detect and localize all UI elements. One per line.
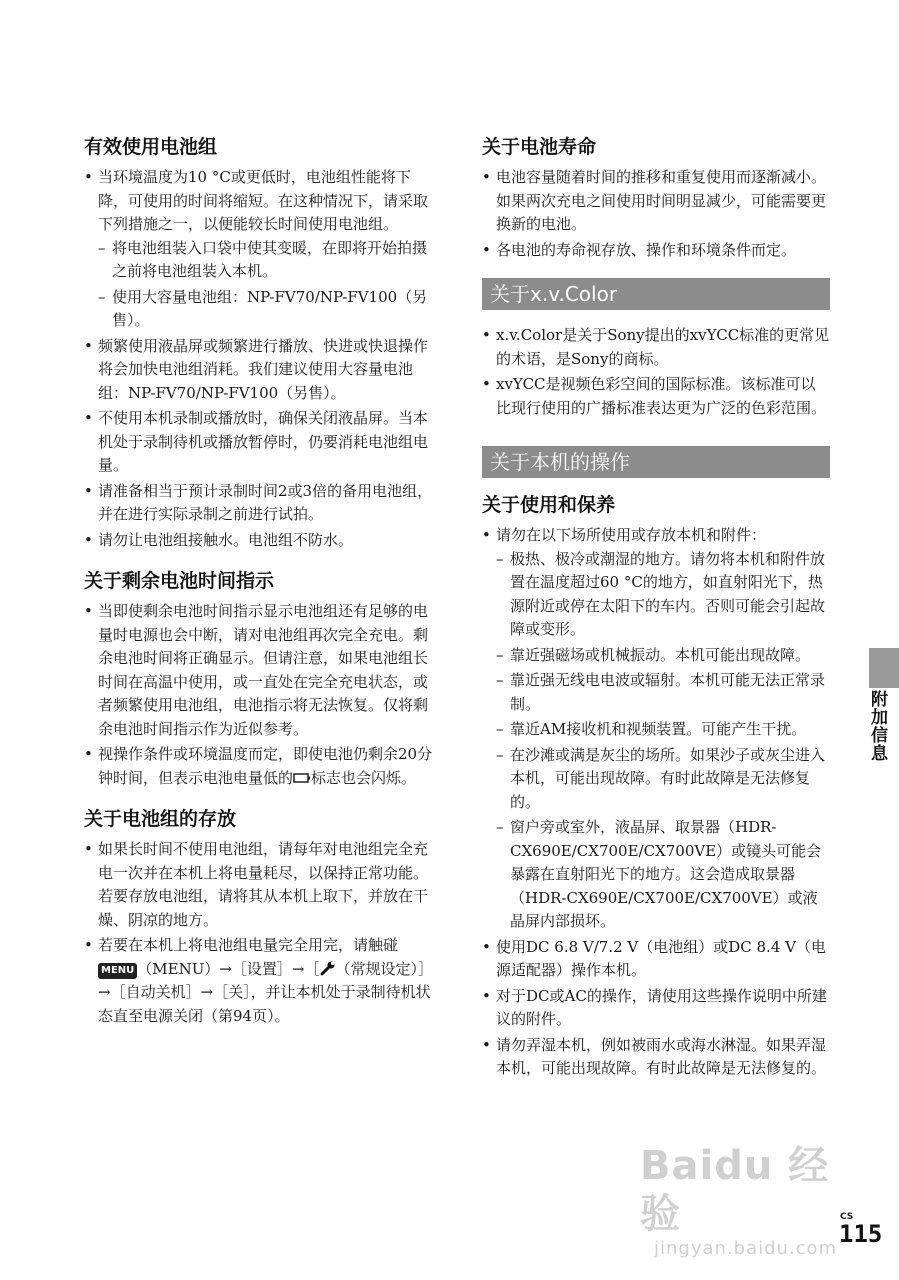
left-column xyxy=(84,134,434,1044)
list-item: • x.v.Color是关于Sony提出的xvYCC标准的更常见的术语，是Sony的商标。 xyxy=(482,324,830,371)
page-number: 115 xyxy=(839,1220,883,1248)
section-remaining-battery xyxy=(84,568,434,790)
watermark-url: jingyan.baidu.com xyxy=(654,1238,838,1259)
section-bar-operation: 关于本机的操作 xyxy=(482,446,830,478)
section-bar-xvcolor: 关于x.v.Color xyxy=(482,278,830,310)
bullet-list xyxy=(84,838,434,1028)
section-heading: 有效使用电池组 xyxy=(84,136,218,158)
list-item: • 请勿让电池组接触水。电池组不防水。 xyxy=(84,529,434,553)
menu-button-icon: MENU xyxy=(98,963,137,979)
side-tab-label: 附加信息 xyxy=(867,690,887,762)
section-heading: 关于使用和保养 xyxy=(482,494,616,516)
section-battery-storage xyxy=(84,806,434,1028)
sub-list-item: – 靠近AM接收机和视频装置。可能产生干扰。 xyxy=(496,718,830,742)
side-tab-marker xyxy=(869,648,899,688)
bullet-list xyxy=(482,524,830,1081)
section-heading: 关于剩余电池时间指示 xyxy=(84,570,275,592)
list-item: • 请勿弄湿本机，例如被雨水或海水淋湿。如果弄湿本机，可能出现故障。有时此故障是无法修复的。 xyxy=(482,1034,830,1081)
battery-low-icon xyxy=(293,768,311,780)
sub-list-item: – 在沙滩或满是灰尘的场所。如果沙子或灰尘进入本机，可能出现故障。有时此故障是无法修复的。 xyxy=(496,744,830,815)
sub-list-item: – 靠近强磁场或机械振动。本机可能出现故障。 xyxy=(496,644,830,668)
bullet-list xyxy=(482,166,830,262)
list-item: • 请准备相当于预计录制时间2或3倍的备用电池组，并在进行实际录制之前进行试拍。 xyxy=(84,480,434,527)
sub-list-item: – 使用大容量电池组：NP-FV70/NP-FV100（另售）。 xyxy=(98,286,434,333)
list-item: • 请勿在以下场所使用或存放本机和附件： – 极热、极冷或潮湿的地方。请勿将本机和附件放置在温度超过60 °C的地方，如直射阳光下，热源附近或停在太阳下的车内。否则可能会引起故障或变形。 – 靠近强磁场或机械振动。本机可能出现故障。 – 靠近强无线电电波或辐射。本机可能无法正常录制。 – 靠近AM接收机和视频装置。可能产生干扰。 – 在沙滩或满是灰尘的场所。如果沙子或灰尘进入本机，可能出现故障。有时此故障是无法修复的。 – 窗户旁或室外，液晶屏、取景器（HDR-CX690E/CX700E/CX700VE）或镜头可能会暴露在直射阳光下的地方。这会造成取景器（HDR-CX690E/CX700E/CX700VE）或液晶屏内部损坏。 xyxy=(482,524,830,934)
language-code: CS xyxy=(840,1212,854,1222)
section-battery-life xyxy=(482,134,830,262)
section-heading: 关于电池寿命 xyxy=(482,136,597,158)
list-item: • 当即使剩余电池时间指示显示电池组还有足够的电量时电源也会中断，请对电池组再次完全充电。剩余电池时间将正确显示。但请注意，如果电池组长时间在高温中使用，或一直处在完全充电状态，或者频繁使用电池组，电池指示将无法恢复。仅将剩余电池时间指示作为近似参考。 xyxy=(84,600,434,741)
list-item: • 各电池的寿命视存放、操作和环境条件而定。 xyxy=(482,239,830,263)
wrench-icon xyxy=(320,960,336,976)
sub-list-item: – 将电池组装入口袋中使其变暖，在即将开始拍摄之前将电池组装入本机。 xyxy=(98,237,434,284)
bullet-list xyxy=(84,600,434,790)
watermark-logo: Baidu 经验 xyxy=(640,1143,830,1237)
list-item: • 不使用本机录制或播放时，确保关闭液晶屏。当本机处于录制待机或播放暂停时，仍要消耗电池组电量。 xyxy=(84,407,434,478)
list-item: • 频繁使用液晶屏或频繁进行播放、快进或快退操作将会加快电池组消耗。我们建议使用大容量电池组：NP-FV70/NP-FV100（另售）。 xyxy=(84,335,434,406)
sub-list xyxy=(496,548,830,934)
list-item: • xvYCC是视频色彩空间的国际标准。该标准可以比现行使用的广播标准表达更为广泛的色彩范围。 xyxy=(482,373,830,420)
list-item: • 电池容量随着时间的推移和重复使用而逐渐减小。如果两次充电之间使用时间明显减少，可能需要更换新的电池。 xyxy=(482,166,830,237)
sub-list-item: – 靠近强无线电电波或辐射。本机可能无法正常录制。 xyxy=(496,669,830,716)
bullet-list xyxy=(482,324,830,420)
list-item: • 如果长时间不使用电池组，请每年对电池组完全充电一次并在本机上将电量耗尽，以保持正常功能。若要存放电池组，请将其从本机上取下，并放在干燥、阴凉的地方。 xyxy=(84,838,434,932)
list-item: • 视操作条件或环境温度而定，即使电池仍剩余20分钟时间，但表示电池电量低的 标志也会闪烁。 xyxy=(84,743,434,790)
sub-list-item: – 窗户旁或室外，液晶屏、取景器（HDR-CX690E/CX700E/CX700VE）或镜头可能会暴露在直射阳光下的地方。这会造成取景器（HDR-CX690E/CX700E/CX700VE）或液晶屏内部损坏。 xyxy=(496,816,830,934)
bullet-list xyxy=(84,166,434,552)
list-item: • 若要在本机上将电池组电量完全用完，请触碰MENU （MENU）→［设置］→［ （常规设定）］→［自动关机］→［关］，并让本机处于录制待机状态直至电源关闭（第94页）。 xyxy=(84,934,434,1028)
list-item: • 当环境温度为10 °C或更低时，电池组性能将下降，可使用的时间将缩短。在这种情况下，请采取下列措施之一，以便能较长时间使用电池组。 – 将电池组装入口袋中使其变暖，在即将开始拍摄之前将电池组装入本机。 – 使用大容量电池组：NP-FV70/NP-FV100（另售）。 xyxy=(84,166,434,333)
list-item: • 使用DC 6.8 V/7.2 V（电池组）或DC 8.4 V（电源适配器）操作本机。 xyxy=(482,936,830,983)
sub-list-item: – 极热、极冷或潮湿的地方。请勿将本机和附件放置在温度超过60 °C的地方，如直射阳光下，热源附近或停在太阳下的车内。否则可能会引起故障或变形。 xyxy=(496,548,830,642)
section-battery-efficient-use xyxy=(84,134,434,552)
list-item: • 对于DC或AC的操作，请使用这些操作说明中所建议的附件。 xyxy=(482,985,830,1032)
sub-list xyxy=(98,237,434,333)
section-use-and-care xyxy=(482,492,830,1081)
section-heading: 关于电池组的存放 xyxy=(84,808,237,830)
watermark xyxy=(640,1142,860,1259)
right-column xyxy=(482,134,830,1097)
